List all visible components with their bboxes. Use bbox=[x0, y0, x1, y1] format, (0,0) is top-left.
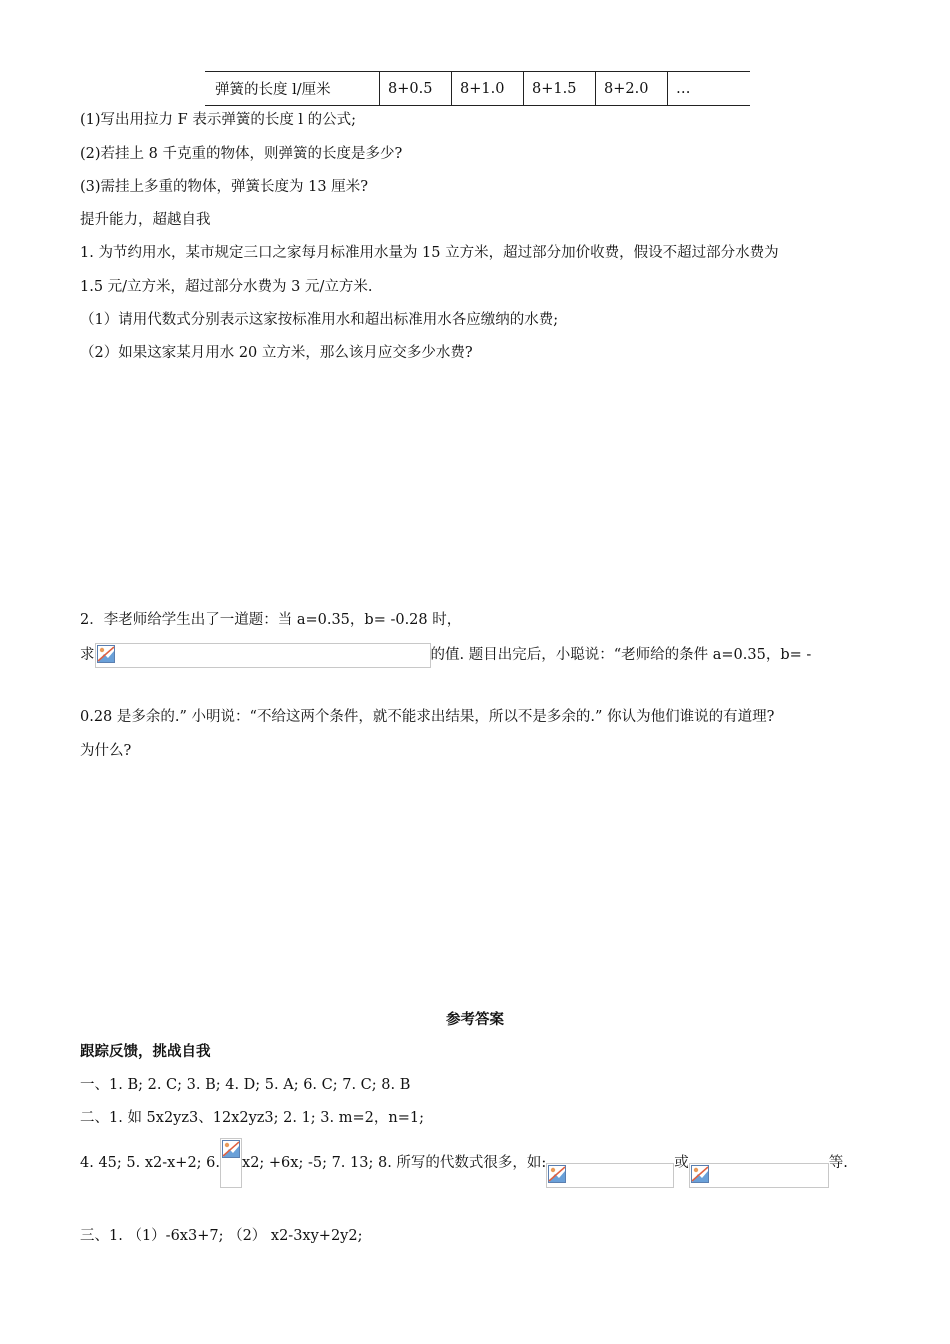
answer-3-part-2: x2; +6x; -5; 7. 13; 8. 所写的代数式很多，如: bbox=[242, 1155, 547, 1171]
broken-image-icon bbox=[220, 1138, 242, 1188]
answer-line-4: 三、1. （1）-6x3+7; （2） x2-3xy+2y2; bbox=[80, 1228, 363, 1244]
answer-line-2: 二、1. 如 5x2yz3、12x2yz3; 2. 1; 3. m=2，n=1; bbox=[80, 1110, 424, 1126]
question-2: (2)若挂上 8 千克重的物体，则弹簧的长度是多少? bbox=[80, 146, 403, 162]
table-cell: 8+1.0 bbox=[452, 72, 524, 106]
answers-title: 参考答案 bbox=[446, 1012, 504, 1028]
problem-2-line-2 bbox=[80, 642, 811, 668]
table-row bbox=[205, 72, 750, 106]
broken-image-icon bbox=[95, 643, 431, 668]
answer-3-end: 等. bbox=[828, 1155, 848, 1171]
table-cell: 8+2.0 bbox=[596, 72, 668, 106]
problem-1-line-2: 1.5 元/立方米，超过部分水费为 3 元/立方米. bbox=[80, 279, 373, 295]
table-row-label: 弹簧的长度 l/厘米 bbox=[205, 72, 380, 106]
section-heading-improve: 提升能力，超越自我 bbox=[80, 212, 211, 228]
problem-1-sub-2: （2）如果这家某月用水 20 立方米，那么该月应交多少水费? bbox=[80, 345, 473, 361]
answer-3-part-1: 4. 45; 5. x2-x+2; 6. bbox=[80, 1155, 221, 1171]
problem-2-line-4: 为什么? bbox=[80, 743, 132, 759]
answer-line-3 bbox=[80, 1138, 848, 1190]
answers-section-heading: 跟踪反馈，挑战自我 bbox=[80, 1044, 211, 1060]
broken-image-icon bbox=[546, 1163, 674, 1188]
question-1: (1)写出用拉力 F 表示弹簧的长度 l 的公式; bbox=[80, 112, 357, 128]
spring-length-table bbox=[205, 71, 750, 106]
table-cell: … bbox=[668, 72, 751, 106]
broken-image-icon bbox=[689, 1163, 829, 1188]
problem-1-sub-1: （1）请用代数式分别表示这家按标准用水和超出标准用水各应缴纳的水费; bbox=[80, 312, 559, 328]
problem-2-suffix: 的值. 题目出完后，小聪说：“老师给的条件 a=0.35，b= - bbox=[430, 647, 812, 663]
problem-2-prefix: 求 bbox=[80, 647, 95, 663]
problem-1-line-1: 1. 为节约用水，某市规定三口之家每月标准用水量为 15 立方米，超过部分加价收费，假设不超过部分水费为 bbox=[80, 245, 779, 261]
table-cell: 8+0.5 bbox=[380, 72, 452, 106]
problem-2-line-3: 0.28 是多余的.” 小明说：“不给这两个条件，就不能求出结果，所以不是多余的.” 你认为他们谁说的有道理? bbox=[80, 709, 775, 725]
problem-2-line-1: 2．李老师给学生出了一道题：当 a=0.35，b= -0.28 时， bbox=[80, 612, 462, 628]
table-cell: 8+1.5 bbox=[524, 72, 596, 106]
question-3: (3)需挂上多重的物体，弹簧长度为 13 厘米? bbox=[80, 179, 368, 195]
answer-3-or: 或 bbox=[674, 1155, 689, 1171]
answer-line-1: 一、1. B; 2. C; 3. B; 4. D; 5. A; 6. C; 7. C; 8. B bbox=[80, 1077, 411, 1093]
